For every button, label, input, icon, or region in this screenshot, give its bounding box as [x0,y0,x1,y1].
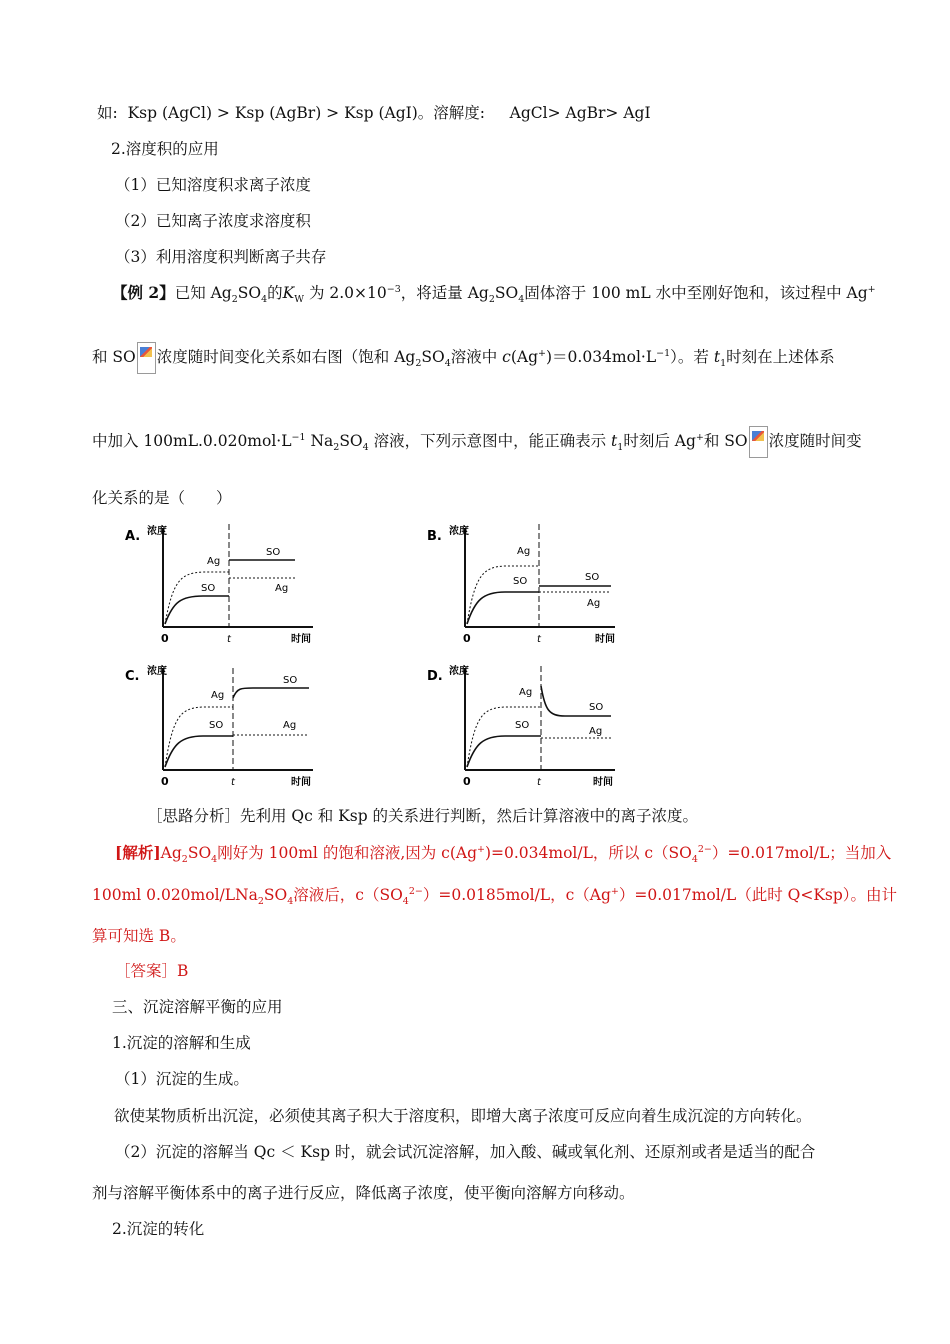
svg-text:SO: SO [589,702,604,713]
svg-text:时间: 时间 [593,777,613,788]
figure-option-c [123,660,323,795]
section-1-item-2-line-2: 剂与溶解平衡体系中的离子进行反应，降低离子浓度，使平衡向溶解方向移动。 [92,1184,635,1202]
svg-text:SO: SO [585,572,600,583]
figure-option-a [123,520,323,655]
section-1-item-1-text: 欲使某物质析出沉淀，必须使其离子积大于溶度积，即增大离子浓度可反应向着生成沉淀的方向转化。 [114,1107,812,1125]
svg-text:Ag: Ag [589,726,603,737]
solution-line-1: [解析]$Ag_2SO_4$刚好为 100ml 的饱和溶液,因为 c(Ag+)=0.034mol/L，所以 $c(SO_4^{2-})=0.017mol/L$；当加入 [115,843,892,866]
svg-text:t: t [537,777,541,788]
section-1-heading: 1.沉淀的溶解和生成 [112,1034,251,1052]
svg-text:SO: SO [266,547,281,558]
svg-text:0: 0 [463,775,471,788]
svg-text:t: t [537,634,541,645]
option-letter-c: C. [125,669,140,684]
solution-line-3: 算可知选 B。 [92,927,186,945]
svg-text:SO: SO [201,583,216,594]
svg-text:Ag: Ag [207,556,221,567]
svg-text:Ag: Ag [587,598,601,609]
example-line-4: 化关系的是（ ） [92,489,232,507]
analysis-text: ［思路分析］先利用 Qc 和 Ksp 的关系进行判断，然后计算溶液中的离子浓度。 [147,807,699,825]
svg-text:Ag: Ag [517,546,531,557]
svg-text:浓度: 浓度 [449,666,469,677]
section-1-item-1: （1）沉淀的生成。 [115,1070,249,1088]
svg-text:SO: SO [283,675,298,686]
svg-text:0: 0 [161,632,169,645]
svg-text:浓度: 浓度 [449,526,469,537]
svg-text:Ag: Ag [275,583,289,594]
svg-text:t: t [227,634,231,645]
example-line-3: 中加入 $100mL.0.020mol\cdot L^{-1}$ $Na_2SO_4$ 溶液，下列示意图中，能正确表示 $t_1$时刻后 Ag+和 SO 浓度随时间变 [92,426,862,458]
svg-text:Ag: Ag [211,690,225,701]
sulfate-image-icon [749,426,768,458]
heading-ksp-application: 2.溶度积的应用 [111,140,219,158]
ksp-comparison-line: 如: Ksp (AgCl) > Ksp (AgBr) > Ksp (AgI)。溶解度: AgCl> AgBr> AgI [97,104,651,122]
sulfate-image-icon [137,342,156,374]
list-item-2: （2）已知离子浓度求溶度积 [115,212,311,230]
svg-text:时间: 时间 [291,634,311,645]
svg-text:浓度: 浓度 [147,666,167,677]
option-letter-b: B. [427,529,442,544]
example-line-1: 【例 2】已知 $Ag_2SO_4$的$K_W$ 为 $2.0\times 10^{-3}$，将适量 $Ag_2SO_4$固体溶于 100 mL 水中至刚好饱和，该过程中 Ag+ [112,283,876,306]
list-item-3: （3）利用溶度积判断离子共存 [115,248,327,266]
option-letter-a: A. [125,529,141,544]
solution-line-2: 100ml $0.020mol/LNa_2SO_4$溶液后，$c(SO_4^{2-})=0.0185mol/L$，c（Ag+）=0.017mol/L（此时 Q<Ksp）。由计 [92,885,898,908]
svg-text:Ag: Ag [519,687,533,698]
example-line-2: 和 SO 浓度随时间变化关系如右图（饱和 $Ag_2SO_4$溶液中 $c(Ag^+)=0.034mol\cdot L^{-1}$）。若 $t_1$时刻在上述体系 [92,342,835,374]
svg-text:t: t [231,777,235,788]
svg-text:Ag: Ag [283,720,297,731]
figure-option-b [425,520,625,655]
svg-text:浓度: 浓度 [147,526,167,537]
svg-text:SO: SO [209,720,224,731]
section-1-item-2-line-1: （2）沉淀的溶解当 Qc ＜ Ksp 时，就会试沉淀溶解，加入酸、碱或氧化剂、还原剂或者是适当的配合 [115,1143,816,1161]
svg-text:0: 0 [463,632,471,645]
svg-text:时间: 时间 [291,777,311,788]
figure-option-d [425,660,625,795]
section-three-heading: 三、沉淀溶解平衡的应用 [112,998,283,1016]
svg-text:SO: SO [515,720,530,731]
svg-text:时间: 时间 [595,634,615,645]
svg-text:SO: SO [513,576,528,587]
section-2-heading: 2.沉淀的转化 [112,1220,205,1238]
svg-text:0: 0 [161,775,169,788]
answer-text: ［答案］B [115,962,189,980]
list-item-1: （1）已知溶度积求离子浓度 [115,176,311,194]
option-letter-d: D. [427,669,443,684]
